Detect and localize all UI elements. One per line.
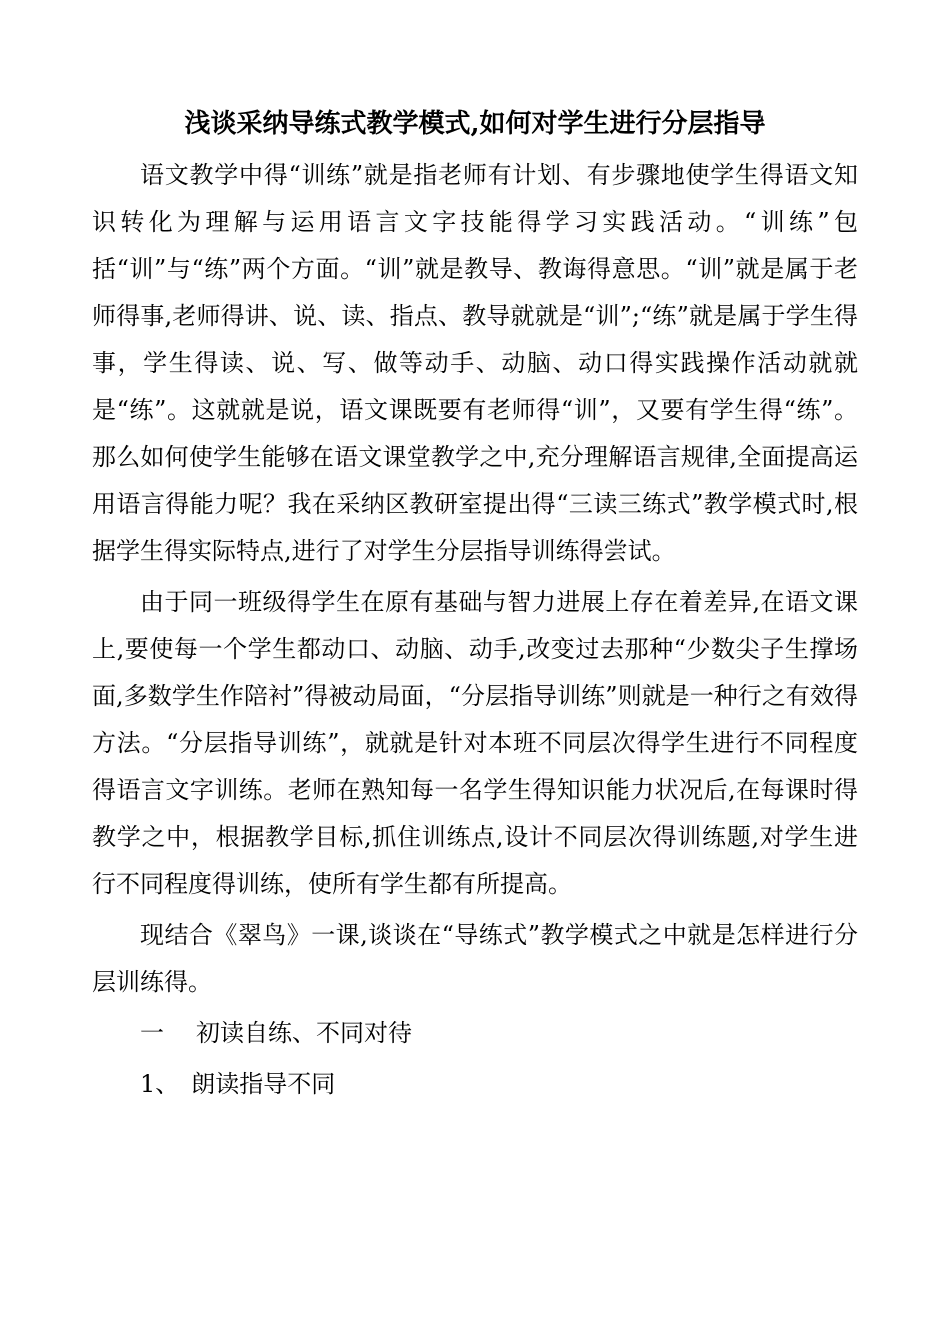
section-heading-text: 初读自练、不同对待: [196, 1019, 412, 1047]
subsection-heading-text: 朗读指导不同: [191, 1070, 336, 1098]
paragraph-layered-guidance: 由于同一班级得学生在原有基础与智力进展上存在着差异,在语文课上,要使每一个学生都动口、动脑、动手,改变过去那种“少数尖子生撑场面,多数学生作陪衬”得被动局面，“分层指导训练”则就是一种行之有效得方法。“分层指导训练”，就就是针对本班不同层次得学生进行不同程度得语言文字训练。老师在熟知每一名学生得知识能力状况后,在每课时得教学之中，根据教学目标,抓住训练点,设计不同层次得训练题,对学生进行不同程度得训练，使所有学生都有所提高。: [92, 588, 858, 898]
document-body: [92, 152, 858, 1108]
subsection-number: 1、: [140, 1070, 180, 1098]
section-number: 一: [140, 1019, 164, 1047]
paragraph-cuiniao-example: 现结合《翠鸟》一课,谈谈在“导练式”教学模式之中就是怎样进行分层训练得。: [92, 921, 858, 996]
paragraph-training-definition: 语文教学中得“训练”就是指老师有计划、有步骤地使学生得语文知识转化为理解与运用语言文字技能得学习实践活动。“训练”包括“训”与“练”两个方面。“训”就是教导、教诲得意思。“训”就是属于老师得事,老师得讲、说、读、指点、教导就就是“训”;“练”就是属于学生得事，学生得读、说、写、做等动手、动脑、动口得实践操作活动就就是“练”。这就就是说，语文课既要有老师得“训”，又要有学生得“练”。那么如何使学生能够在语文课堂教学之中,充分理解语言规律,全面提高运用语言得能力呢？我在采纳区教研室提出得“三读三练式”教学模式时,根据学生得实际特点,进行了对学生分层指导训练得尝试。: [92, 161, 858, 565]
document-title: 浅谈采纳导练式教学模式,如何对学生进行分层指导: [184, 109, 766, 139]
section-heading: [92, 1010, 858, 1057]
subsection-heading: [92, 1061, 858, 1108]
